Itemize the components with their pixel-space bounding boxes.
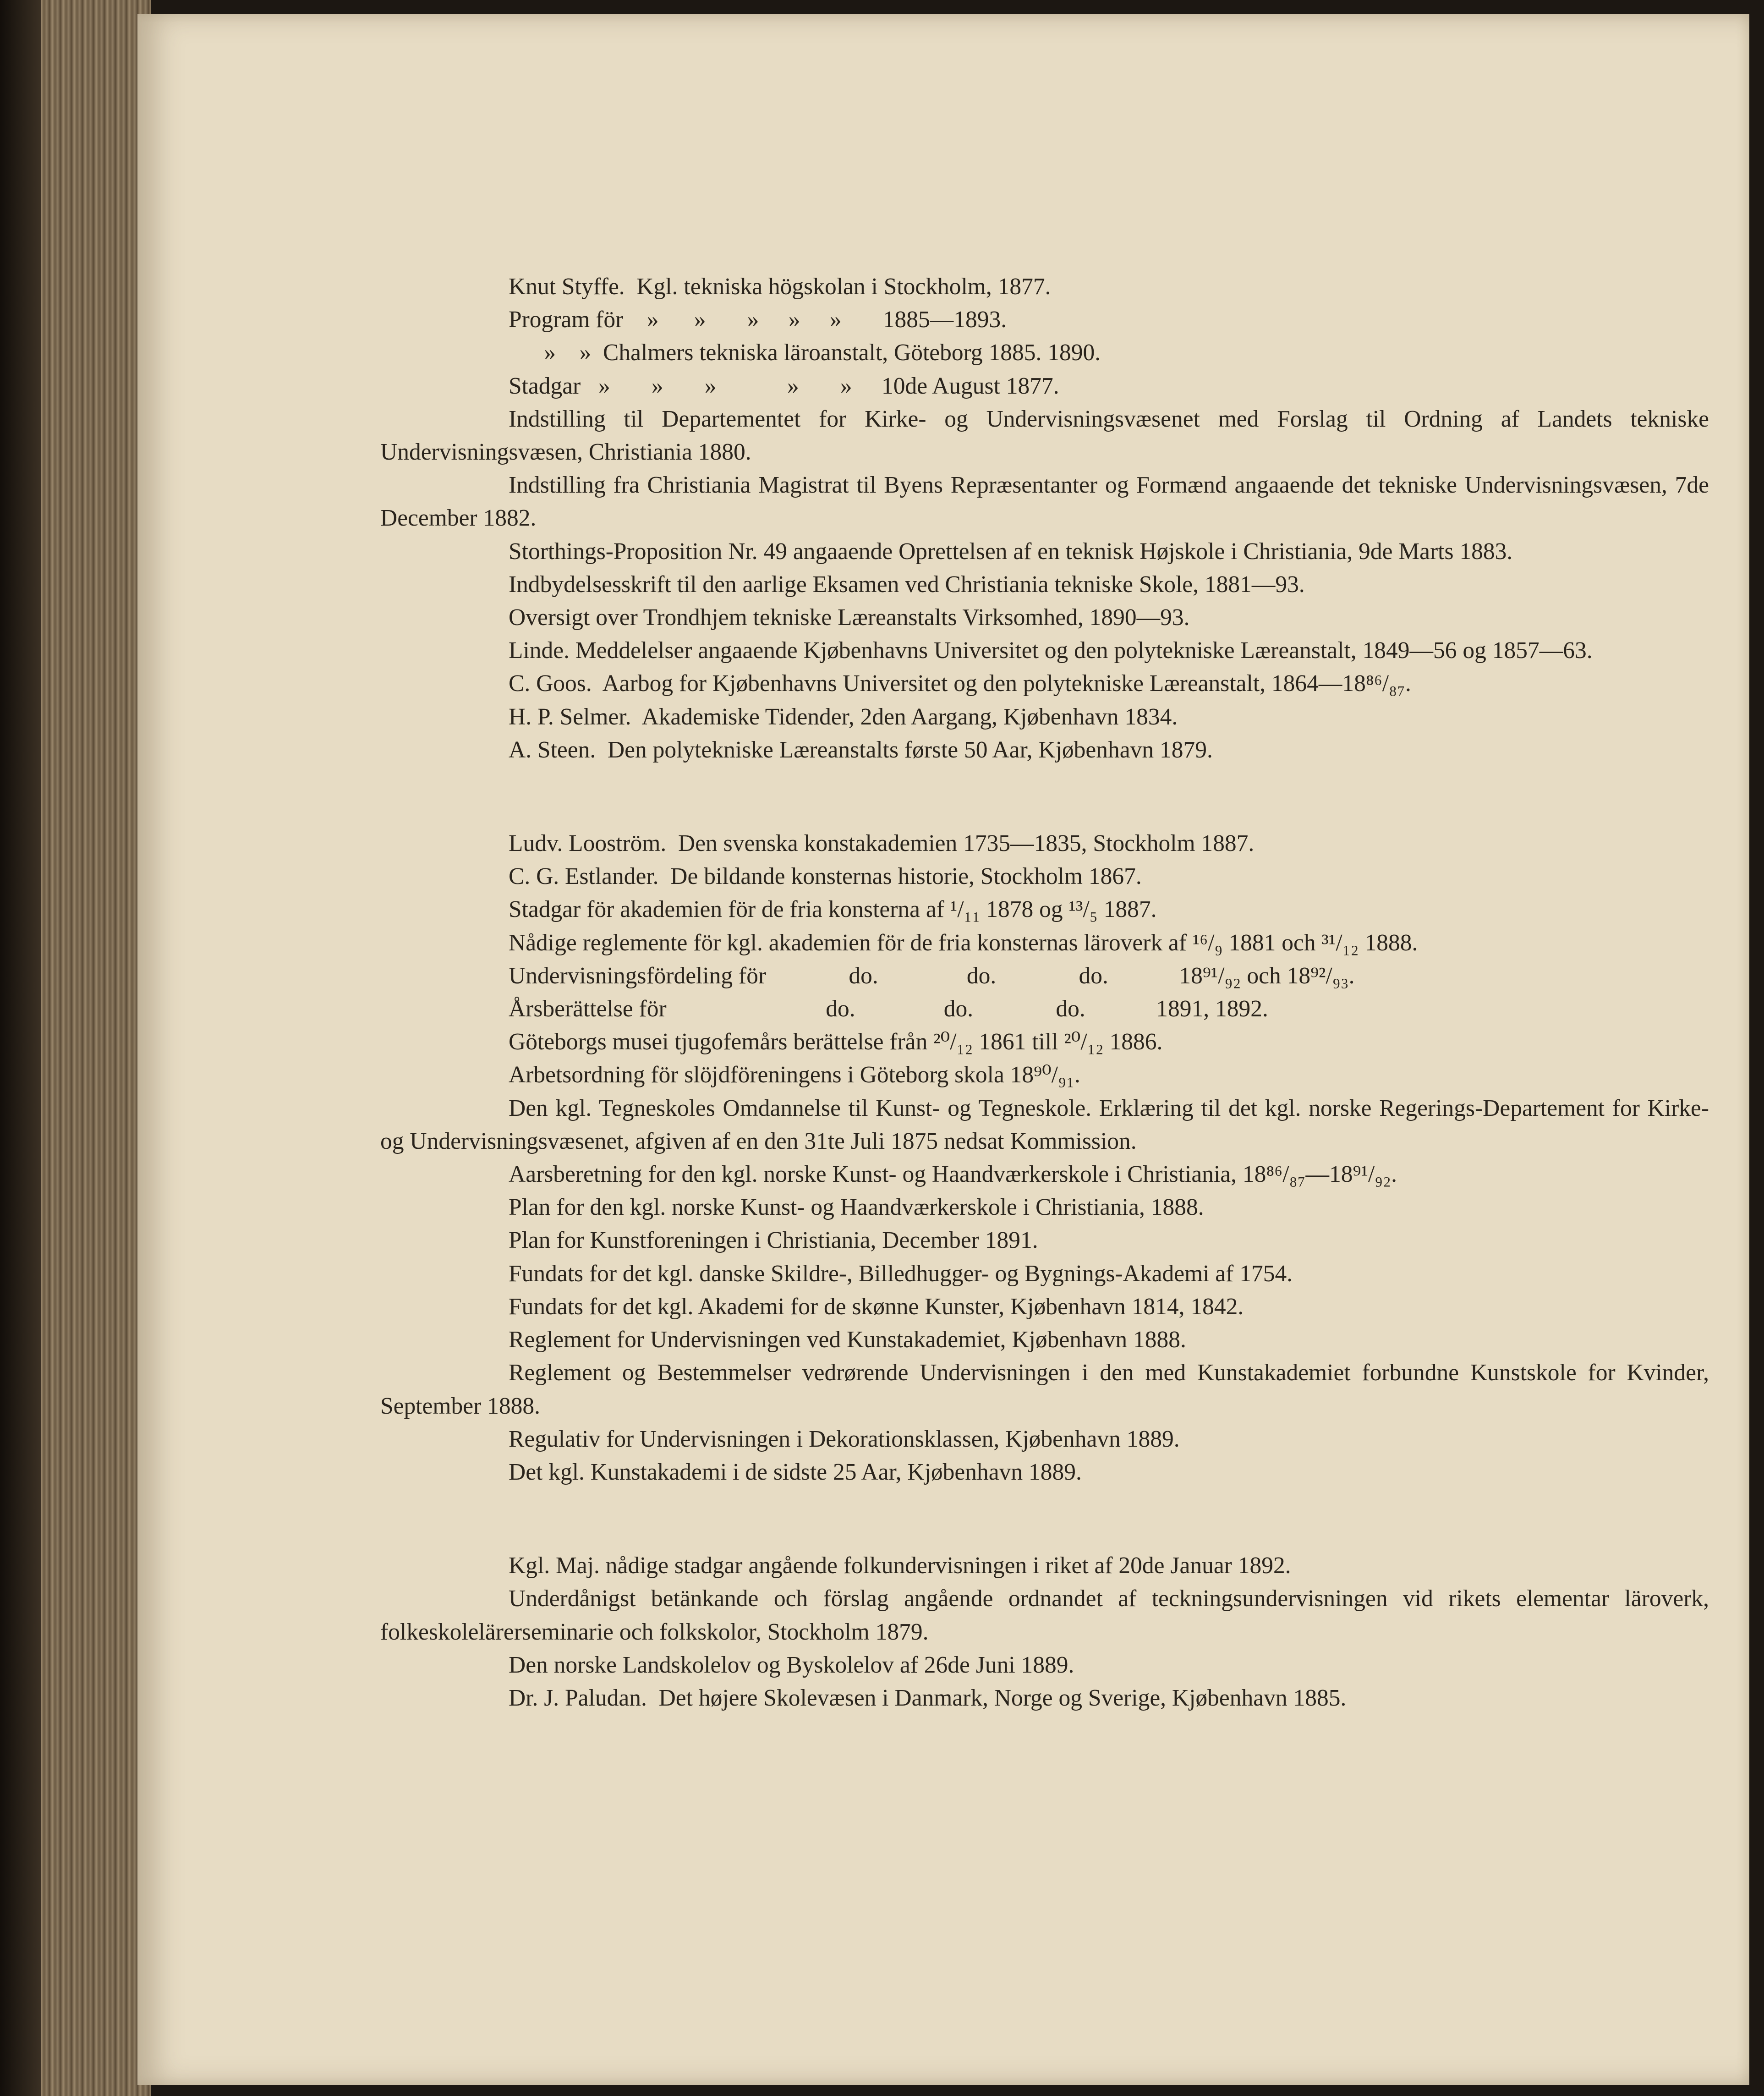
- bibliography-entry: Fundats for det kgl. Akademi for de skønne Kunster, Kjøbenhavn 1814, 1842.: [509, 1293, 1244, 1320]
- bibliography-entry: Indstilling til Departementet for Kirke- og Undervisningsvæsenet med Forslag til Ordning af Landets tekniske Undervisningsvæsen, Christiania 1880.: [380, 406, 1709, 466]
- bibliography-entry: Aarsberetning for den kgl. norske Kunst- og Haandværkerskole i Christiania, 18⁸⁶/₈₇—18⁹¹/₉₂.: [509, 1161, 1397, 1188]
- book-page: [137, 14, 1749, 2085]
- bibliography-entry: C. G. Estlander. De bildande konsternas historie, Stockholm 1867.: [509, 863, 1142, 890]
- bibliography-entry: Fundats for det kgl. danske Skildre-, Billedhugger- og Bygnings-Akademi af 1754.: [509, 1260, 1293, 1287]
- bibliography-entry: Underdånigst betänkande och förslag angående ordnandet af teckningsundervisningen vid rikets elementar läroverk, folkeskolelärerseminarie och folkskolor, Stockholm 1879.: [380, 1586, 1709, 1645]
- bibliography-entry: Ludv. Looström. Den svenska konstakademien 1735—1835, Stockholm 1887.: [509, 830, 1255, 857]
- bibliography-entry: Oversigt over Trondhjem tekniske Læreanstalts Virksomhed, 1890—93.: [509, 604, 1190, 631]
- bibliography-entry: Göteborgs musei tjugofemårs berättelse från ²⁰/₁₂ 1861 till ²⁰/₁₂ 1886.: [509, 1029, 1163, 1055]
- bibliography-entry: Knut Styffe. Kgl. tekniska högskolan i Stockholm, 1877.: [509, 274, 1051, 300]
- bibliography-entry: Stadgar » » » » » 10de August 1877.: [509, 373, 1059, 399]
- bibliography-entry: Program för » » » » » 1885—1893.: [509, 307, 1007, 333]
- bibliography-entry: Reglement for Undervisningen ved Kunstakademiet, Kjøbenhavn 1888.: [509, 1327, 1186, 1353]
- bibliography-list: [380, 270, 1709, 1715]
- bibliography-entry: Kgl. Maj. nådige stadgar angående folkundervisningen i riket af 20de Januar 1892.: [509, 1553, 1291, 1579]
- bibliography-entry: Undervisningsfördeling för do. do. do. 18⁹¹/₉₂ och 18⁹²/₉₃.: [509, 962, 1355, 989]
- bibliography-entry: Den kgl. Tegneskoles Omdannelse til Kunst- og Tegneskole. Erklæring til det kgl. norske Regerings-Departement for Kirke- og Undervisningsvæsenet, afgiven af en den 31te Juli 1875 nedsat Kommission.: [380, 1095, 1709, 1154]
- bibliography-entry: Det kgl. Kunstakademi i de sidste 25 Aar, Kjøbenhavn 1889.: [509, 1459, 1082, 1485]
- bibliography-entry: H. P. Selmer. Akademiske Tidender, 2den Aargang, Kjøbenhavn 1834.: [509, 703, 1178, 730]
- bibliography-entry: A. Steen. Den polytekniske Læreanstalts første 50 Aar, Kjøbenhavn 1879.: [509, 736, 1213, 763]
- bibliography-entry: C. Goos. Aarbog for Kjøbenhavns Universitet og den polytekniske Læreanstalt, 1864—18⁸⁶/₈₇.: [509, 670, 1411, 697]
- bibliography-entry: Nådige reglemente för kgl. akademien för de fria konsternas läroverk af ¹⁶/₉ 1881 och ³¹/₁₂ 1888.: [509, 929, 1418, 956]
- bibliography-entry: Storthings-Proposition Nr. 49 angaaende Oprettelsen af en teknisk Højskole i Christiania, 9de Marts 1883.: [509, 538, 1513, 565]
- bibliography-entry: Arbetsordning för slöjdföreningens i Göteborg skola 18⁹⁰/₉₁.: [509, 1062, 1080, 1088]
- bibliography-entry: Årsberättelse för do. do. do. 1891, 1892.: [509, 996, 1268, 1022]
- bibliography-entry: Plan for den kgl. norske Kunst- og Haandværkerskole i Christiania, 1888.: [509, 1194, 1204, 1221]
- bibliography-entry: Indbydelsesskrift til den aarlige Eksamen ved Christiania tekniske Skole, 1881—93.: [509, 571, 1305, 598]
- section-gap: [380, 767, 1709, 827]
- bibliography-entry: Regulativ for Undervisningen i Dekorationsklassen, Kjøbenhavn 1889.: [509, 1426, 1180, 1452]
- bibliography-entry: Indstilling fra Christiania Magistrat til Byens Repræsentanter og Formænd angaaende det tekniske Undervisningsvæsen, 7de December 1882.: [380, 472, 1709, 532]
- bibliography-entry: Linde. Meddelelser angaaende Kjøbenhavns Universitet og den polytekniske Læreanstalt, 1849—56 og 1857—63.: [509, 637, 1593, 664]
- section-gap: [380, 1489, 1709, 1549]
- bibliography-entry: Reglement og Bestemmelser vedrørende Undervisningen i den med Kunstakademiet forbundne Kunstskole for Kvinder, September 1888.: [380, 1360, 1709, 1419]
- bibliography-entry: » » Chalmers tekniska läroanstalt, Göteborg 1885. 1890.: [509, 340, 1101, 366]
- bibliography-entry: Dr. J. Paludan. Det højere Skolevæsen i Danmark, Norge og Sverige, Kjøbenhavn 1885.: [509, 1684, 1347, 1711]
- bibliography-entry: Plan for Kunstforeningen i Christiania, December 1891.: [509, 1227, 1038, 1254]
- bibliography-entry: Den norske Landskolelov og Byskolelov af 26de Juni 1889.: [509, 1652, 1074, 1678]
- bibliography-entry: Stadgar för akademien för de fria konsterna af ¹/₁₁ 1878 og ¹³/₅ 1887.: [509, 896, 1157, 923]
- binding-shadow: [0, 0, 41, 2096]
